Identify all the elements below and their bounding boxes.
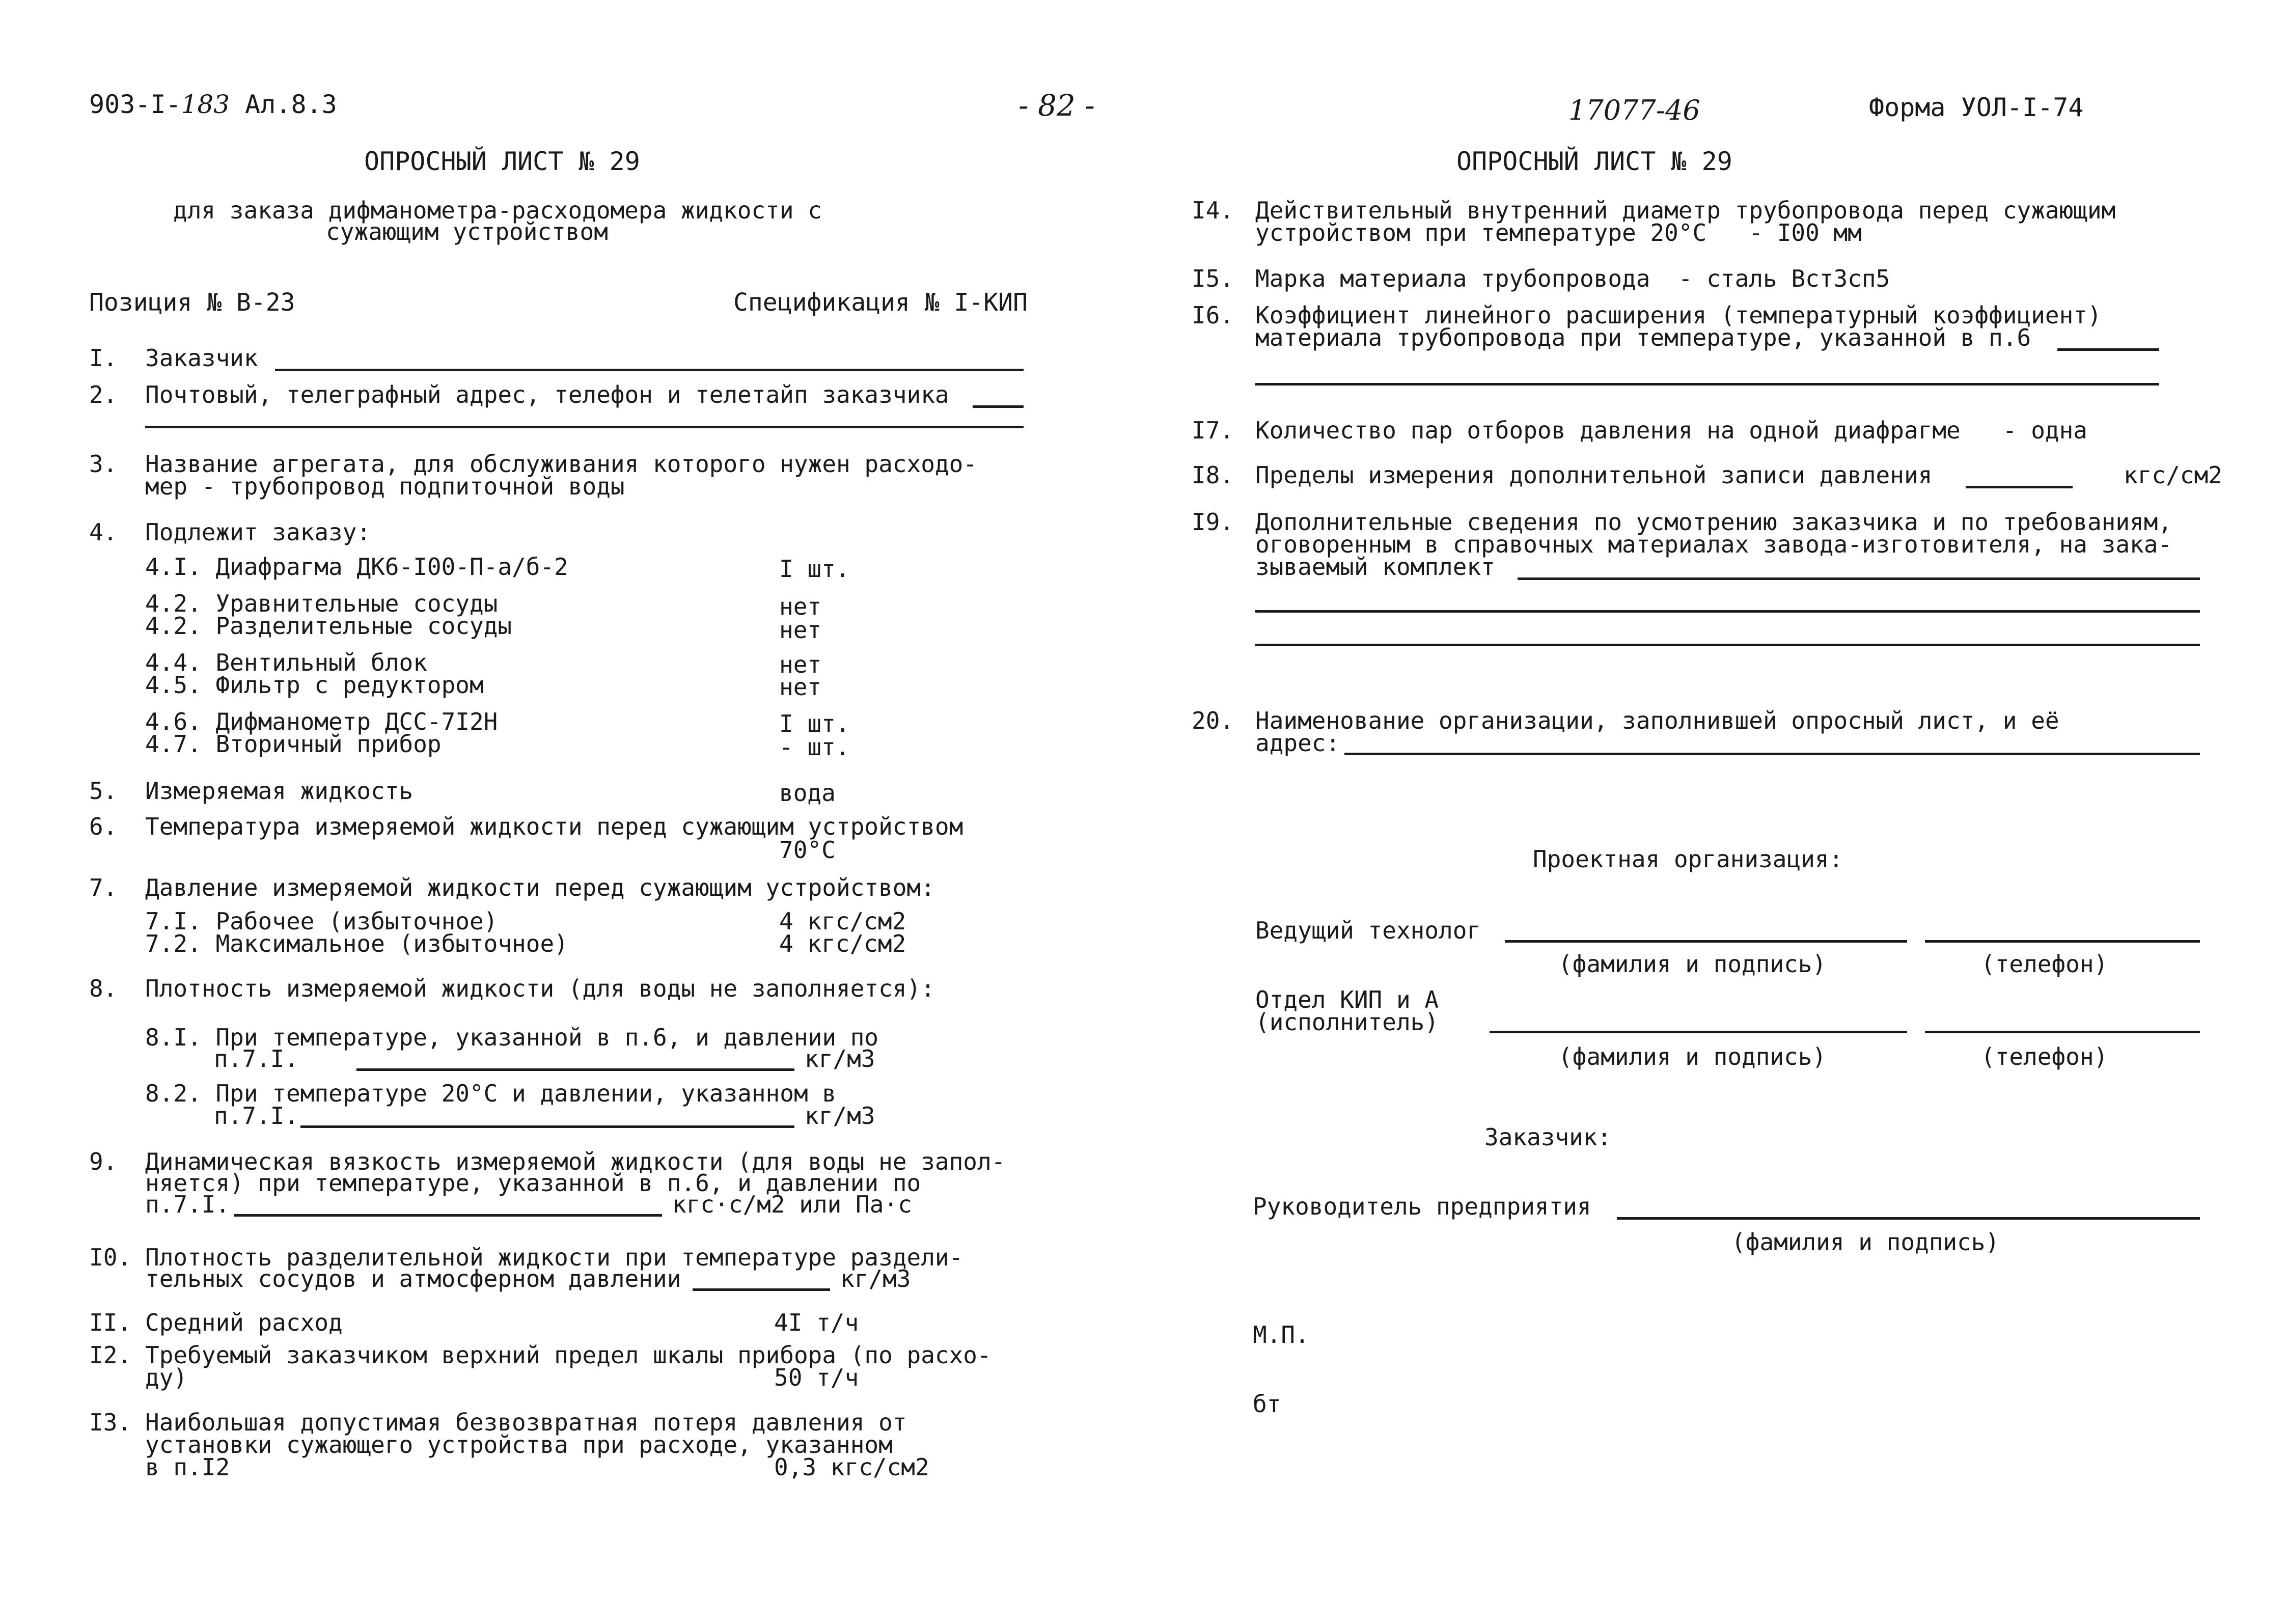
item-16-fill-line xyxy=(2057,348,2159,351)
item-4-1: 4.I. Диафрагма ДК6-I00-П-а/б-2 xyxy=(145,553,568,581)
item-4-4-value: нет xyxy=(779,651,822,678)
item-20-line-2: адрес: xyxy=(1255,729,1340,757)
item-9-line-3: п.7.I. xyxy=(145,1191,230,1218)
enterprise-head-caption: (фамилия и подпись) xyxy=(1731,1228,2000,1256)
item-4-7-value: - шт. xyxy=(779,733,850,761)
left-subtitle-2: сужающим устройством xyxy=(326,218,608,245)
item-16-number: I6. xyxy=(1192,301,1234,329)
item-18-unit: кгс/см2 xyxy=(2124,461,2222,489)
item-5-number: 5. xyxy=(89,777,118,805)
item-18-fill-line xyxy=(1966,486,2073,488)
item-4-2: 4.2. Уравнительные сосуды xyxy=(145,590,498,617)
item-4-6-value: I шт. xyxy=(779,710,850,737)
document-code: 903-I-183 Ал.8.3 xyxy=(89,90,337,119)
item-2-fill-line-2 xyxy=(145,426,1024,428)
item-3-number: 3. xyxy=(89,450,118,478)
item-5-liquid: Измеряемая жидкость xyxy=(145,777,414,805)
item-2-address: Почтовый, телеграфный адрес, телефон и телетайп заказчика xyxy=(145,381,949,408)
item-2-fill-line xyxy=(973,405,1024,408)
item-1-customer: Заказчик xyxy=(145,344,258,372)
item-12-line-2: ду) xyxy=(145,1364,188,1391)
item-12-number: I2. xyxy=(89,1341,132,1369)
item-11-value: 4I т/ч xyxy=(774,1309,859,1336)
item-9-line-2: няется) при температуре, указанной в п.6, и давлении по xyxy=(145,1169,921,1197)
item-16-fill-line-2 xyxy=(1255,383,2159,386)
item-8-number: 8. xyxy=(89,975,118,1002)
item-10-fill-line xyxy=(693,1288,830,1291)
enterprise-head-signature-line xyxy=(1617,1217,2200,1220)
item-9-unit: кгс·с/м2 или Па·с xyxy=(672,1191,912,1218)
item-10-number: I0. xyxy=(89,1244,132,1271)
item-3-line-2: мер - трубопровод подпиточной воды xyxy=(145,473,625,500)
item-4-3-value: нет xyxy=(779,616,822,644)
item-4-4: 4.4. Вентильный блок xyxy=(145,649,427,676)
item-4-number: 4. xyxy=(89,518,118,546)
item-7-1: 7.I. Рабочее (избыточное) xyxy=(145,907,498,935)
item-19-line-1: Дополнительные сведения по усмотрению заказчика и по требованиям, xyxy=(1255,508,2172,536)
bt-mark: бт xyxy=(1253,1390,1281,1418)
item-16-line-2: материала трубопровода при температуре, указанной в п.6 xyxy=(1255,324,2031,351)
item-8-2-unit: кг/м3 xyxy=(805,1102,875,1130)
item-18-number: I8. xyxy=(1192,461,1234,489)
item-7-pressure: Давление измеряемой жидкости перед сужающим устройством: xyxy=(145,874,935,901)
design-org-heading: Проектная организация: xyxy=(1533,845,1843,873)
item-1-number: I. xyxy=(89,344,118,372)
left-title: ОПРОСНЫЙ ЛИСТ № 29 xyxy=(364,147,640,176)
handwritten-archive-code: 17077-46 xyxy=(1568,94,1700,126)
item-20-fill-line xyxy=(1344,753,2200,755)
item-15-number: I5. xyxy=(1192,265,1234,292)
item-9-line-1: Динамическая вязкость измеряемой жидкости (для воды не запол- xyxy=(145,1148,1006,1175)
item-19-line-2: оговоренным в справочных материалах завода-изготовителя, на зака- xyxy=(1255,531,2172,558)
item-7-2-value: 4 кгс/см2 xyxy=(779,930,906,957)
item-9-number: 9. xyxy=(89,1148,118,1175)
item-14-line-1: Действительный внутренний диаметр трубопровода перед сужающим xyxy=(1255,197,2116,224)
item-12-value: 50 т/ч xyxy=(774,1364,859,1391)
item-4-2-value: нет xyxy=(779,593,822,620)
item-2-number: 2. xyxy=(89,381,118,408)
kip-phone-line xyxy=(1925,1031,2200,1033)
lead-technologist-phone-caption: (телефон) xyxy=(1981,950,2108,978)
page-number: - 82 - xyxy=(1018,88,1095,123)
item-13-value: 0,3 кгс/см2 xyxy=(774,1453,929,1481)
item-7-2: 7.2. Максимальное (избыточное) xyxy=(145,930,568,957)
item-4-7: 4.7. Вторичный прибор xyxy=(145,730,442,758)
item-8-2-line-2: п.7.I. xyxy=(214,1102,299,1130)
item-13-line-1: Наибольшая допустимая безвозвратная потеря давления от xyxy=(145,1409,907,1436)
kip-signature-line xyxy=(1490,1031,1907,1033)
item-11-number: II. xyxy=(89,1309,132,1336)
item-13-line-3: в п.I2 xyxy=(145,1453,230,1481)
item-17-pairs: Количество пар отборов давления на одной диафрагме - одна xyxy=(1255,417,2087,444)
kip-name-caption: (фамилия и подпись) xyxy=(1558,1043,1827,1070)
item-16-line-1: Коэффициент линейного расширения (температурный коэффициент) xyxy=(1255,301,2102,329)
item-18-limits: Пределы измерения дополнительной записи давления xyxy=(1255,461,1933,489)
item-8-2-line-1: 8.2. При температуре 20°С и давлении, указанном в xyxy=(145,1080,837,1107)
item-11-flow: Средний расход xyxy=(145,1309,343,1336)
item-4-6: 4.6. Дифманометр ДСС-7I2Н xyxy=(145,708,498,735)
item-19-line-3: зываемый комплект xyxy=(1255,553,1495,581)
item-5-value: вода xyxy=(779,779,836,807)
lead-technologist-phone-line xyxy=(1925,940,2200,943)
handwritten-code: 183 xyxy=(181,90,230,119)
item-8-1-unit: кг/м3 xyxy=(805,1045,875,1072)
item-6-number: 6. xyxy=(89,813,118,840)
customer-heading: Заказчик: xyxy=(1484,1123,1612,1151)
item-19-fill-line-3 xyxy=(1255,644,2200,646)
item-7-number: 7. xyxy=(89,874,118,901)
item-20-line-1: Наименование организации, заполнившей опросный лист, и её xyxy=(1255,707,2059,734)
item-14-line-2: устройством при температуре 20°С - I00 мм xyxy=(1255,219,1862,246)
item-19-fill-line xyxy=(1518,577,2200,580)
item-6-temperature: Температура измеряемой жидкости перед сужающим устройством xyxy=(145,813,963,840)
item-6-value: 70°С xyxy=(779,836,836,864)
item-3-line-1: Название агрегата, для обслуживания которого нужен расходо- xyxy=(145,450,977,478)
item-8-1-fill-line xyxy=(356,1068,794,1071)
position-number: Позиция № В-23 xyxy=(89,288,295,317)
item-7-1-value: 4 кгс/см2 xyxy=(779,907,906,935)
item-12-line-1: Требуемый заказчиком верхний предел шкалы прибора (по расхо- xyxy=(145,1341,991,1369)
item-8-2-fill-line xyxy=(300,1125,794,1128)
item-4-5: 4.5. Фильтр с редуктором xyxy=(145,671,484,699)
item-4-3: 4.2. Разделительные сосуды xyxy=(145,612,512,640)
item-20-number: 20. xyxy=(1192,707,1234,734)
item-15-material: Марка материала трубопровода - сталь ВстЗсп5 xyxy=(1255,265,1890,292)
item-10-line-1: Плотность разделительной жидкости при температуре раздели- xyxy=(145,1244,963,1271)
form-label: Форма УОЛ-I-74 xyxy=(1869,93,2084,122)
item-1-fill-line xyxy=(275,369,1024,371)
item-4-heading: Подлежит заказу: xyxy=(145,518,371,546)
item-17-number: I7. xyxy=(1192,417,1234,444)
left-subtitle-1: для заказа дифманометра-расходомера жидкости с xyxy=(173,197,822,224)
lead-technologist-signature-line xyxy=(1505,940,1907,943)
right-title: ОПРОСНЫЙ ЛИСТ № 29 xyxy=(1456,147,1732,176)
item-19-fill-line-2 xyxy=(1255,610,2200,613)
item-8-1-line-1: 8.I. При температуре, указанной в п.6, и давлении по xyxy=(145,1024,879,1051)
stamp-place-label: М.П. xyxy=(1253,1321,1309,1348)
kip-department-label: Отдел КИП и А xyxy=(1255,986,1439,1013)
item-13-line-2: установки сужающего устройства при расходе, указанном xyxy=(145,1431,893,1458)
kip-executor-label: (исполнитель) xyxy=(1255,1008,1439,1036)
item-8-1-line-2: п.7.I. xyxy=(214,1045,299,1072)
specification-number: Спецификация № I-КИП xyxy=(733,288,1028,317)
item-4-1-value: I шт. xyxy=(779,555,850,583)
lead-technologist-name-caption: (фамилия и подпись) xyxy=(1558,950,1827,978)
enterprise-head-label: Руководитель предприятия xyxy=(1253,1193,1591,1220)
item-14-number: I4. xyxy=(1192,197,1234,224)
item-10-line-2: тельных сосудов и атмосферном давлении xyxy=(145,1265,681,1292)
kip-phone-caption: (телефон) xyxy=(1981,1043,2108,1070)
lead-technologist-label: Ведущий технолог xyxy=(1255,917,1481,944)
item-9-fill-line xyxy=(234,1214,662,1217)
item-8-density: Плотность измеряемой жидкости (для воды не заполняется): xyxy=(145,975,935,1002)
item-10-unit: кг/м3 xyxy=(840,1265,911,1292)
item-13-number: I3. xyxy=(89,1409,132,1436)
item-19-number: I9. xyxy=(1192,508,1234,536)
item-4-5-value: нет xyxy=(779,673,822,701)
